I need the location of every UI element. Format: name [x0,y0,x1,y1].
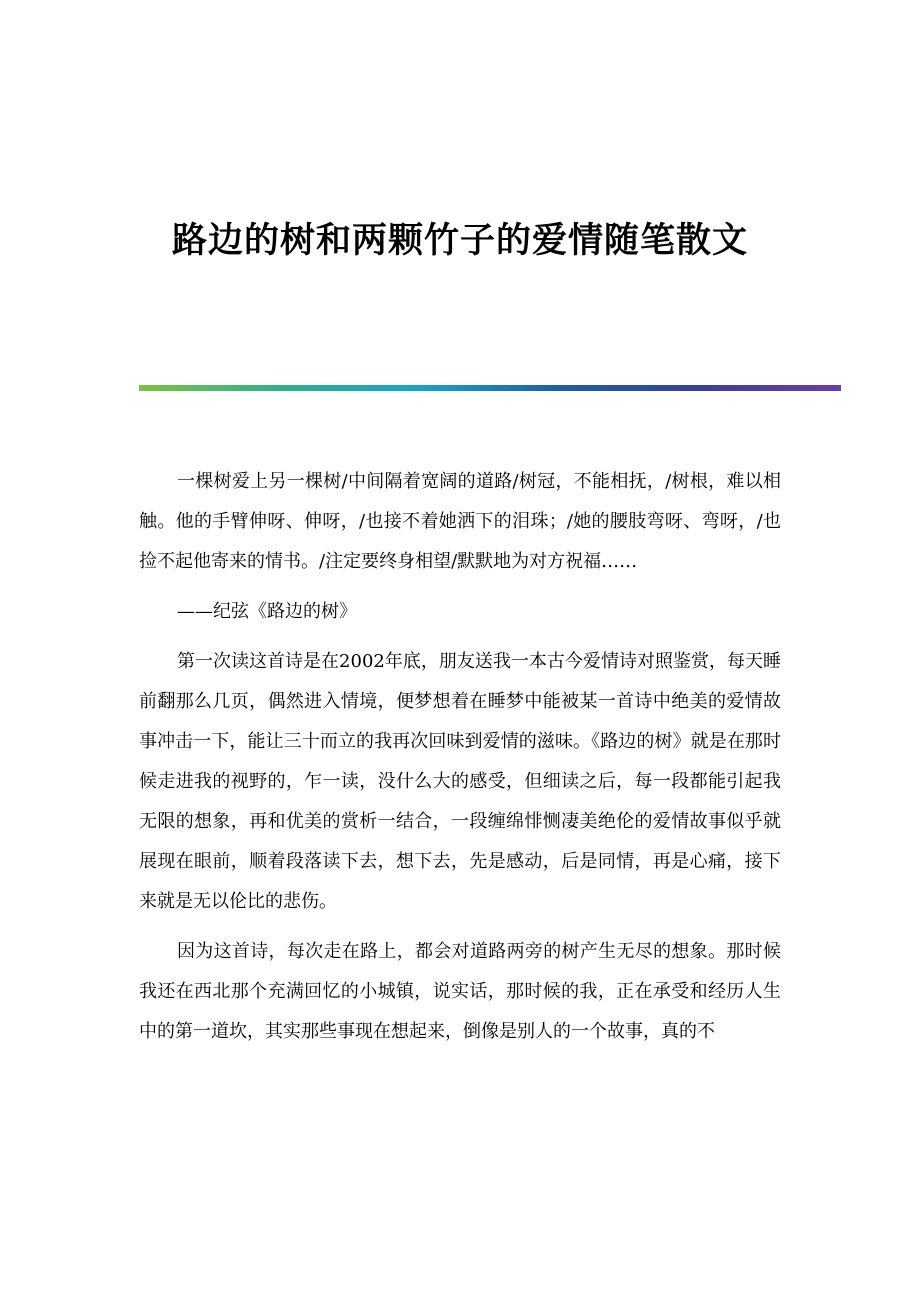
document-body [139,462,781,1062]
document-title: 路边的树和两颗竹子的爱情随笔散文 [171,220,748,261]
title-divider [139,385,841,391]
body-paragraph-1: 第一次读这首诗是在2002年底，朋友送我一本古今爱情诗对照鉴赏，每天睡前翻那么几页，偶然进入情境，便梦想着在睡梦中能被某一首诗中绝美的爱情故事冲击一下，能让三十而立的我再次回味到爱情的滋味。《路边的树》就是在那时候走进我的视野的，乍一读，没什么大的感受，但细读之后，每一段都能引起我无限的想象，再和优美的赏析一结合，一段缠绵悱恻凄美绝伦的爱情故事似乎就展现在眼前，顺着段落读下去，想下去，先是感动，后是同情，再是心痛，接下来就是无以伦比的悲伤。 [139,651,781,912]
poem-attribution: ——纪弦《路边的树》 [177,601,357,622]
body-paragraph-2: 因为这首诗，每次走在路上，都会对道路两旁的树产生无尽的想象。那时候我还在西北那个充满回忆的小城镇，说实话，那时候的我，正在承受和经历人生中的第一道坎，其实那些事现在想起来，倒像是别人的一个故事，真的不 [139,941,781,1042]
poem-paragraph: 一棵树爱上另一棵树/中间隔着宽阔的道路/树冠，不能相抚，/树根，难以相触。他的手臂伸呀、伸呀，/也接不着她洒下的泪珠；/她的腰肢弯呀、弯呀，/也捡不起他寄来的情书。/注定要终身相望/默默地为对方祝福…… [139,471,781,572]
